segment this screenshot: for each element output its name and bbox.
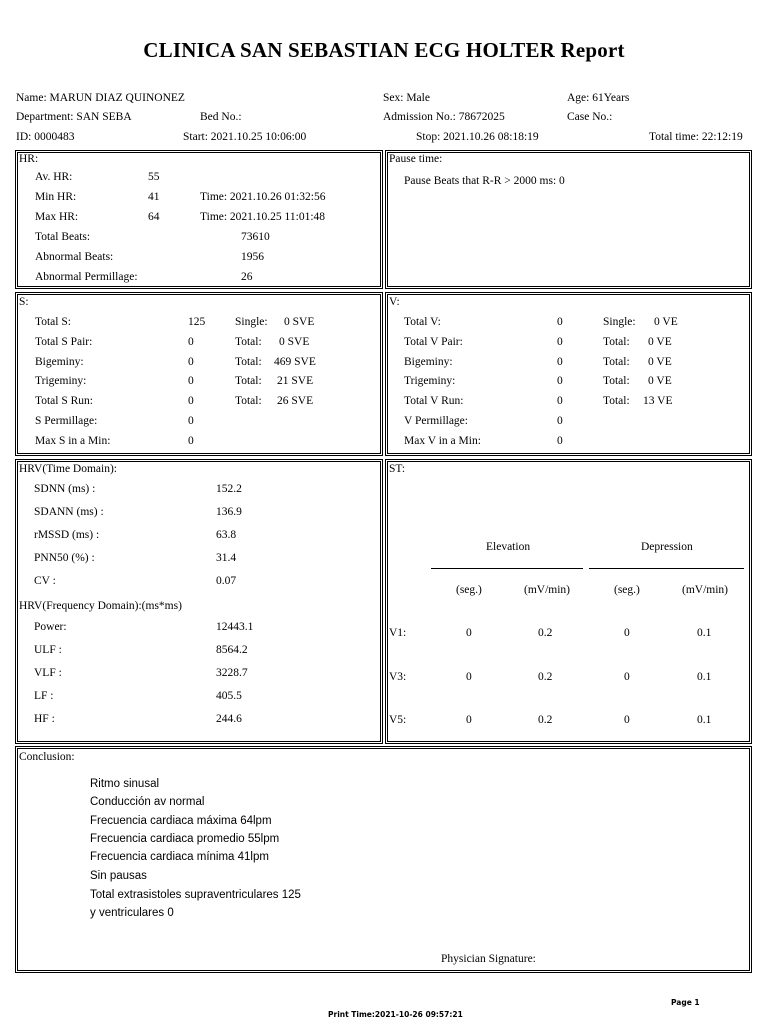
av-hr-value: 55 <box>148 171 160 183</box>
patient-admission: Admission No.: 78672025 <box>383 111 505 123</box>
record-start: Start: 2021.10.25 10:06:00 <box>183 131 307 143</box>
hrv-time-value: 0.07 <box>216 575 237 587</box>
st-e-seg: 0 <box>466 671 472 683</box>
s-sublabel: Total: <box>235 395 262 407</box>
hrv-freq-label: ULF : <box>34 644 62 656</box>
s-label: Max S in a Min: <box>35 435 111 447</box>
hrv-time-value: 152.2 <box>216 483 242 495</box>
hrv-freq-value: 8564.2 <box>216 644 248 656</box>
s-value: 0 <box>188 375 194 387</box>
patient-sex: Sex: Male <box>383 92 430 104</box>
conclusion-line: y ventriculares 0 <box>90 907 174 919</box>
conclusion-section <box>15 746 752 973</box>
s-sublabel: Total: <box>235 375 262 387</box>
st-section <box>385 459 752 744</box>
st-d-seg: 0 <box>624 671 630 683</box>
s-label: Total S Run: <box>35 395 93 407</box>
max-hr-label: Max HR: <box>35 211 79 223</box>
hrv-time-label: PNN50 (%) : <box>34 552 95 564</box>
st-depression-rule <box>589 568 744 569</box>
s-value: 0 <box>188 435 194 447</box>
s-subvalue: 21 SVE <box>277 375 314 387</box>
hrv-time-value: 31.4 <box>216 552 237 564</box>
av-hr-label: Av. HR: <box>35 171 73 183</box>
patient-bed: Bed No.: <box>200 111 242 123</box>
st-col-e-mv: (mV/min) <box>524 584 570 596</box>
hrv-section <box>15 459 383 744</box>
max-hr-time: Time: 2021.10.25 11:01:48 <box>200 211 326 223</box>
v-label: Total V: <box>404 316 441 328</box>
s-sublabel: Total: <box>235 356 262 368</box>
conclusion-line: Total extrasistoles supraventriculares 125 <box>90 889 301 901</box>
conclusion-line: Frecuencia cardiaca mínima 41lpm <box>90 851 269 863</box>
conclusion-header: Conclusion: <box>19 751 75 763</box>
hr-header: HR: <box>19 153 39 165</box>
hrv-freq-header: HRV(Frequency Domain):(ms*ms) <box>19 600 182 612</box>
hrv-time-label: SDANN (ms) : <box>34 506 104 518</box>
s-value: 0 <box>188 395 194 407</box>
s-sublabel: Total: <box>235 336 262 348</box>
v-subvalue: 0 VE <box>654 316 678 328</box>
hrv-freq-label: LF : <box>34 690 54 702</box>
hr-section <box>15 150 383 289</box>
v-label: V Permillage: <box>404 415 468 427</box>
conclusion-line: Ritmo sinusal <box>90 778 160 790</box>
physician-signature-label: Physician Signature: <box>441 953 536 965</box>
total-beats-label: Total Beats: <box>35 231 91 243</box>
v-label: Total V Pair: <box>404 336 463 348</box>
patient-id: ID: 0000483 <box>16 131 75 143</box>
s-subvalue: 469 SVE <box>274 356 316 368</box>
st-col-d-mv: (mV/min) <box>682 584 728 596</box>
v-label: Trigeminy: <box>404 375 456 387</box>
v-value: 0 <box>557 415 563 427</box>
st-d-seg: 0 <box>624 627 630 639</box>
s-label: Total S Pair: <box>35 336 93 348</box>
total-beats-value: 73610 <box>241 231 270 243</box>
abnormal-permillage-label: Abnormal Permillage: <box>35 271 138 283</box>
v-subvalue: 0 VE <box>648 336 672 348</box>
hrv-freq-value: 405.5 <box>216 690 242 702</box>
hrv-freq-value: 3228.7 <box>216 667 248 679</box>
st-d-mv: 0.1 <box>697 671 712 683</box>
conclusion-line: Frecuencia cardiaca máxima 64lpm <box>90 815 272 827</box>
st-e-mv: 0.2 <box>538 627 553 639</box>
hrv-time-label: SDNN (ms) : <box>34 483 96 495</box>
s-subvalue: 0 SVE <box>279 336 310 348</box>
s-sublabel: Single: <box>235 316 268 328</box>
abnormal-beats-label: Abnormal Beats: <box>35 251 114 263</box>
v-sublabel: Total: <box>603 395 630 407</box>
st-e-mv: 0.2 <box>538 671 553 683</box>
st-e-seg: 0 <box>466 627 472 639</box>
s-value: 0 <box>188 415 194 427</box>
v-value: 0 <box>557 336 563 348</box>
page-number: Page 1 <box>671 998 700 1007</box>
v-label: Bigeminy: <box>404 356 453 368</box>
s-subvalue: 26 SVE <box>277 395 314 407</box>
patient-department: Department: SAN SEBA <box>16 111 132 123</box>
st-elevation-rule <box>431 568 583 569</box>
st-d-seg: 0 <box>624 714 630 726</box>
record-stop: Stop: 2021.10.26 08:18:19 <box>416 131 539 143</box>
v-section <box>385 292 752 456</box>
s-label: S Permillage: <box>35 415 98 427</box>
hrv-time-label: CV : <box>34 575 56 587</box>
v-subvalue: 13 VE <box>643 395 673 407</box>
st-d-mv: 0.1 <box>697 627 712 639</box>
conclusion-line: Sin pausas <box>90 870 147 882</box>
pause-header: Pause time: <box>389 153 443 165</box>
v-header: V: <box>389 296 400 308</box>
v-value: 0 <box>557 356 563 368</box>
s-value: 0 <box>188 356 194 368</box>
v-label: Max V in a Min: <box>404 435 481 447</box>
s-value: 0 <box>188 336 194 348</box>
st-lead: V3: <box>389 671 407 683</box>
hrv-freq-label: Power: <box>34 621 67 633</box>
pause-section <box>385 150 752 289</box>
min-hr-value: 41 <box>148 191 160 203</box>
v-sublabel: Total: <box>603 375 630 387</box>
patient-name: Name: MARUN DIAZ QUINONEZ <box>16 92 185 104</box>
hrv-freq-value: 244.6 <box>216 713 242 725</box>
min-hr-time: Time: 2021.10.26 01:32:56 <box>200 191 326 203</box>
print-time: Print Time:2021-10-26 09:57:21 <box>328 1010 463 1019</box>
hrv-freq-label: VLF : <box>34 667 62 679</box>
hrv-freq-value: 12443.1 <box>216 621 254 633</box>
min-hr-label: Min HR: <box>35 191 77 203</box>
hrv-freq-label: HF : <box>34 713 55 725</box>
v-sublabel: Single: <box>603 316 636 328</box>
abnormal-beats-value: 1956 <box>241 251 264 263</box>
s-label: Trigeminy: <box>35 375 87 387</box>
st-depression-heading: Depression <box>641 541 693 553</box>
st-elevation-heading: Elevation <box>486 541 531 553</box>
v-value: 0 <box>557 316 563 328</box>
s-label: Bigeminy: <box>35 356 84 368</box>
v-sublabel: Total: <box>603 356 630 368</box>
s-label: Total S: <box>35 316 71 328</box>
st-lead: V1: <box>389 627 407 639</box>
st-header: ST: <box>389 463 406 475</box>
patient-age: Age: 61Years <box>567 92 630 104</box>
hrv-time-value: 63.8 <box>216 529 237 541</box>
abnormal-permillage-value: 26 <box>241 271 253 283</box>
st-d-mv: 0.1 <box>697 714 712 726</box>
conclusion-line: Frecuencia cardiaca promedio 55lpm <box>90 833 280 845</box>
v-sublabel: Total: <box>603 336 630 348</box>
v-label: Total V Run: <box>404 395 464 407</box>
s-subvalue: 0 SVE <box>284 316 315 328</box>
v-subvalue: 0 VE <box>648 375 672 387</box>
max-hr-value: 64 <box>148 211 160 223</box>
st-col-e-seg: (seg.) <box>456 584 482 596</box>
st-e-seg: 0 <box>466 714 472 726</box>
s-header: S: <box>19 296 29 308</box>
s-value: 125 <box>188 316 206 328</box>
hrv-time-value: 136.9 <box>216 506 242 518</box>
conclusion-line: Conducción av normal <box>90 796 205 808</box>
v-subvalue: 0 VE <box>648 356 672 368</box>
patient-case: Case No.: <box>567 111 613 123</box>
st-col-d-seg: (seg.) <box>614 584 640 596</box>
st-e-mv: 0.2 <box>538 714 553 726</box>
s-section <box>15 292 383 456</box>
hrv-time-label: rMSSD (ms) : <box>34 529 100 541</box>
v-value: 0 <box>557 375 563 387</box>
st-lead: V5: <box>389 714 407 726</box>
record-total-time: Total time: 22:12:19 <box>649 131 743 143</box>
report-title: CLINICA SAN SEBASTIAN ECG HOLTER Report <box>143 38 625 62</box>
pause-text: Pause Beats that R-R > 2000 ms: 0 <box>404 175 565 187</box>
v-value: 0 <box>557 395 563 407</box>
v-value: 0 <box>557 435 563 447</box>
hrv-time-header: HRV(Time Domain): <box>19 463 118 475</box>
